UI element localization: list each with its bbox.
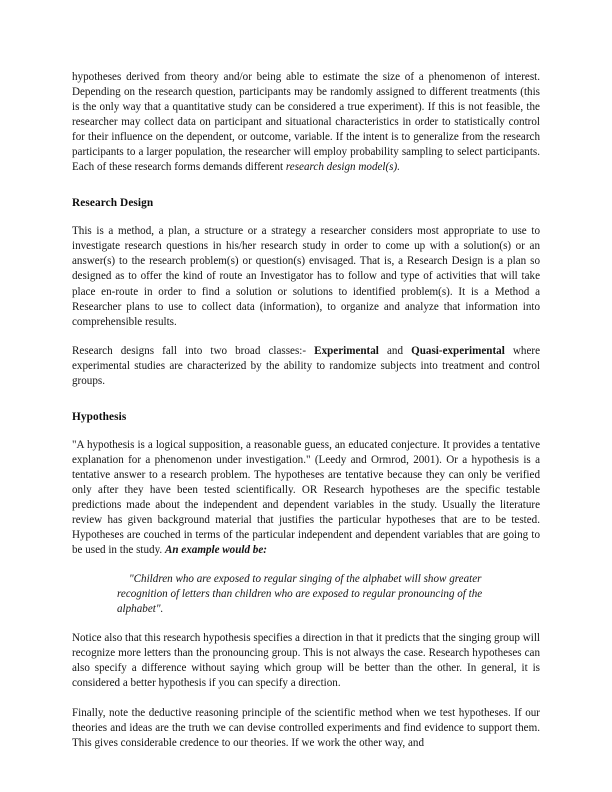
deductive-reasoning-paragraph	[72, 706, 540, 751]
quote-text: "Children who are exposed to regular singing of the alphabet will show greater recognition of letters than children who are exposed to regular pronouncing of the alphabet".	[117, 573, 483, 616]
text-run: This is a method, a plan, a structure or a strategy a researcher considers most appropriate to use to investigate research questions in his/her research study in order to come up with a solution(s) or an answer(s) to the research problem(s) or question(s) envisaged. That is, a Research Design is a plan so designed as to offer the kind of route an Investigator has to follow and type of activities that will take place en-route in order to find a solution or solutions to identified problem(s). It is a Method a Researcher plans to use to collect data (information), to organize and analyze that information into comprehensible results.	[72, 225, 540, 328]
emphasis-bold: Quasi-experimental	[411, 344, 505, 357]
hypothesis-heading: Hypothesis	[72, 410, 127, 423]
text-run: hypotheses derived from theory and/or being able to estimate the size of a phenomenon of interest. Depending on the research question, participants may be randomly assigned to different treatments (this is the only way that a quantitative study can be considered a true experiment). If this is not feasible, the researcher may collect data on participant and situational characteristics in order to statistically control for their influence on the dependent, or outcome, variable. If the intent is to generalize from the research participants to a larger population, the researcher will employ probability sampling to select participants. Each of these research forms demands different	[72, 71, 540, 174]
heading-spacer	[72, 189, 540, 196]
research-design-classes-paragraph	[72, 344, 540, 389]
hypothesis-example-quote	[72, 572, 495, 617]
heading-spacer	[72, 403, 540, 410]
directional-hypothesis-paragraph	[72, 631, 540, 691]
document-body	[72, 70, 540, 751]
text-run: Finally, note the deductive reasoning principle of the scientific method when we test hypotheses. If our theories and ideas are the truth we can devise controlled experiments and find evidence to support them. This gives considerable credence to our theories. If we work the other way, and	[72, 706, 540, 749]
text-run: Research designs fall into two broad classes:-	[72, 344, 315, 357]
text-run: Notice also that this research hypothesis specifies a direction in that it predicts that the singing group will recognize more letters than the pronouncing group. This is not always the case. Research hypotheses can also specify a difference without saying which group will be better than the other. In general, it is considered a better hypothesis if you can specify a direction.	[72, 632, 540, 690]
emphasis-bold-italic: An example would be:	[164, 544, 267, 557]
text-run: and	[378, 344, 412, 357]
research-design-paragraph	[72, 224, 540, 329]
research-design-heading: Research Design	[72, 197, 154, 210]
text-run: where experimental studies are characterized by the ability to randomize subjects into treatment and control groups.	[72, 344, 540, 387]
emphasis-italic: research design model(s).	[285, 161, 400, 174]
intro-paragraph	[72, 70, 540, 175]
hypothesis-definition-paragraph	[72, 438, 540, 558]
text-run: "A hypothesis is a logical supposition, a reasonable guess, an educated conjecture. It provides a tentative explanation for a phenomenon under investigation." (Leedy and Ormrod, 2001). Or a hypothesis is a tentative answer to a research problem. The hypotheses are tentative because they can only be verified only after they have been tested scientifically. OR Research hypotheses are the specific testable predictions made about the independent and dependent variables in the study. Usually the literature review has given background material that justifies the particular hypotheses that are to be tested. Hypotheses are couched in terms of the particular independent and dependent variables that are going to be used in the study.	[72, 438, 540, 557]
emphasis-bold: Experimental	[314, 344, 379, 357]
